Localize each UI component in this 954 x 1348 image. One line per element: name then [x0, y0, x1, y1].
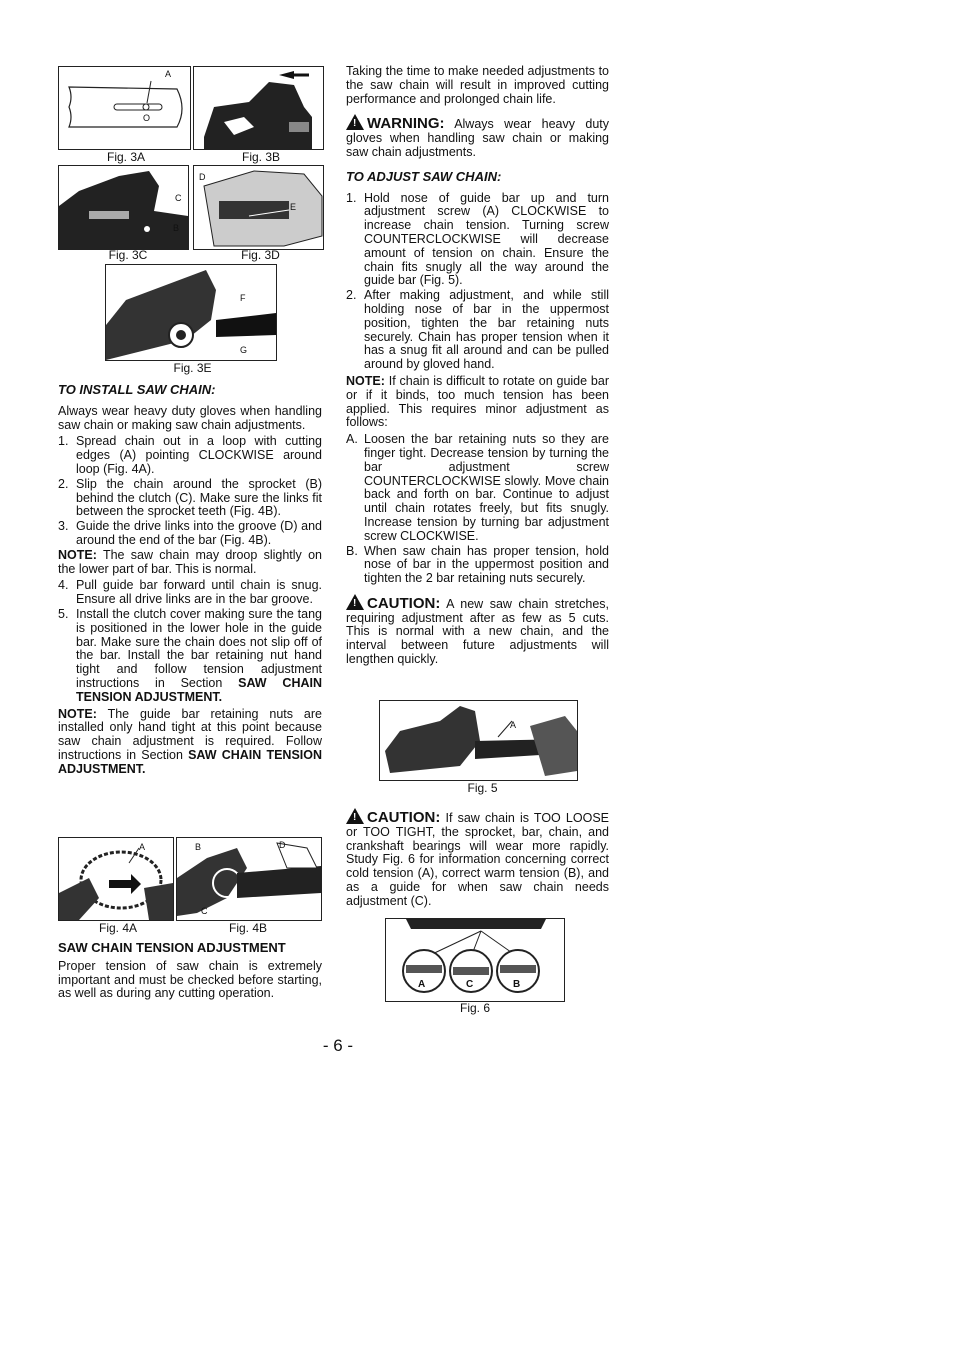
step-number: 4. — [58, 578, 69, 593]
tension-check-drawing — [380, 701, 577, 780]
chainsaw-handle-drawing — [194, 67, 323, 149]
label-c: C — [175, 193, 182, 203]
step-text: Slip the chain around the sprocket (B) behind the clutch (C). Make sure the links fit between the sprocket teeth (Fig. 4B). — [76, 476, 322, 519]
caution-text: A new saw chain stretches, requiring adjustment after as few as 5 cuts. This is normal with a new chain, and the interval between future adjustments will lengthen quickly. — [346, 596, 609, 667]
label-d: D — [199, 172, 206, 182]
step-number: B. — [346, 543, 358, 558]
list-item — [346, 192, 609, 289]
step-number: 3. — [58, 519, 69, 534]
list-item — [58, 579, 322, 607]
note-text: The saw chain may droop slightly on the lower part of bar. This is normal. — [58, 547, 322, 576]
caution-block-1 — [346, 594, 609, 667]
tension-section — [58, 941, 322, 1004]
figure-3a — [58, 66, 191, 150]
label-f: F — [240, 293, 246, 303]
page-number: - 6 - — [322, 1036, 354, 1055]
label-a: A — [139, 842, 146, 852]
caption-fig-6: Fig. 6 — [459, 1001, 490, 1015]
caption-fig-4a: Fig. 4A — [98, 921, 137, 935]
label-c: C — [201, 906, 208, 916]
step-text: Spread chain out in a loop with cutting edges (A) pointing CLOCKWISE around loop (Fig. 4A). — [76, 434, 322, 476]
step-text: Guide the drive links into the groove (D) and around the end of the bar (Fig. 4B). — [76, 519, 322, 547]
label-e: E — [290, 202, 297, 212]
step-text: Hold nose of guide bar up and turn adjustment screw (A) CLOCKWISE to increase chain tension. Turning screw COUNTERCLOCKWISE will decrease amount of tension on chain. Ensure the chain fits snugly all the way around the guide bar (Fig. 5). — [364, 190, 609, 288]
note-label: NOTE: — [58, 547, 97, 562]
note-text: The guide bar retaining nuts are installed only hand tight at this point because saw chain adjustment is required. Follow instructions in Section — [58, 706, 322, 762]
step-number: 5. — [58, 606, 69, 621]
guide-bar-drawing — [59, 67, 190, 149]
warning-text: Always wear heavy duty gloves when handling saw chain or making saw chain adjustments. — [346, 117, 609, 159]
install-heading: TO INSTALL SAW CHAIN: — [58, 382, 216, 397]
caption-fig-3a: Fig. 3A — [106, 150, 145, 164]
label-b: B — [195, 842, 202, 852]
list-item — [346, 289, 609, 372]
step-text: When saw chain has proper tension, hold nose of bar in the uppermost position and tighten the 2 bar retaining nuts securely. — [364, 543, 609, 586]
caution-block-2 — [346, 808, 609, 909]
warning-block — [346, 114, 609, 159]
bar-mounting-drawing — [194, 166, 323, 249]
section-reference: SAW CHAIN TENSION ADJUSTMENT. — [58, 747, 323, 776]
figure-3d — [193, 165, 324, 250]
install-note-2 — [58, 708, 322, 777]
figure-3e — [105, 264, 277, 361]
step-text: Pull guide bar forward until chain is snug. Ensure all drive links are in the bar groove. — [76, 578, 322, 607]
caption-fig-3e: Fig. 3E — [173, 361, 212, 375]
label-b: B — [173, 223, 180, 233]
label-a: A — [510, 720, 517, 730]
step-number: 2. — [58, 476, 69, 491]
list-item — [58, 478, 322, 519]
list-item — [58, 435, 322, 476]
chain-tension-circles-drawing — [386, 919, 564, 1001]
adjust-intro: Taking the time to make needed adjustments to the saw chain will result in improved cutting performance and prolonged chain life. — [346, 64, 609, 106]
label-d: D — [279, 840, 286, 850]
adjust-note — [346, 375, 609, 430]
tension-text: Proper tension of saw chain is extremely important and must be checked before starting, as well as during any cutting operation. — [58, 958, 322, 1001]
step-text: Install the clutch cover making sure the tang is positioned in the lower hole in the guide bar. Make sure the chain does not slip off of the bar. Install the bar retaining nut hand tight and follow tension adjustment instructions in Section — [76, 606, 322, 690]
caution-word: CAUTION: — [367, 594, 441, 612]
label-o: O — [143, 113, 151, 123]
caption-fig-3c: Fig. 3C — [108, 248, 148, 262]
chain-loop-drawing — [59, 838, 173, 920]
install-steps — [58, 435, 322, 547]
label-g: G — [240, 345, 248, 355]
right-column-text — [346, 65, 609, 670]
left-column-text — [58, 383, 322, 780]
label-c: C — [466, 979, 474, 990]
step-number: 2. — [346, 288, 357, 303]
list-item — [346, 545, 609, 586]
warning-icon — [346, 808, 364, 824]
caution-word: CAUTION: — [367, 809, 441, 826]
list-item — [58, 520, 322, 548]
install-note-1 — [58, 549, 322, 577]
sprocket-drawing — [106, 265, 276, 360]
list-item — [346, 433, 609, 543]
adjust-heading: TO ADJUST SAW CHAIN: — [346, 168, 502, 184]
figure-3c — [58, 165, 189, 250]
section-reference: SAW CHAIN TENSION ADJUSTMENT. — [76, 675, 323, 704]
figure-4b — [176, 837, 322, 921]
tension-heading: SAW CHAIN TENSION ADJUSTMENT — [58, 940, 286, 955]
step-number: 1. — [346, 190, 357, 205]
figure-6 — [385, 918, 565, 1002]
label-b: B — [513, 979, 521, 990]
clutch-cover-drawing — [59, 166, 188, 249]
caution-section-2 — [346, 808, 609, 912]
install-intro: Always wear heavy duty gloves when handling saw chain or making saw chain adjustments. — [58, 403, 322, 432]
note-text: If chain is difficult to rotate on guide bar or if it binds, too much tension has been applied. This requires minor adjustment as follows: — [346, 373, 609, 430]
warning-icon — [346, 114, 364, 130]
step-number: A. — [346, 432, 358, 447]
label-a: A — [165, 69, 172, 79]
warning-icon — [346, 594, 364, 610]
caption-fig-4b: Fig. 4B — [228, 921, 267, 935]
figure-3b — [193, 66, 324, 150]
figure-4a — [58, 837, 174, 921]
warning-word: WARNING: — [367, 115, 445, 133]
list-item — [58, 608, 322, 705]
caution-text: If saw chain is TOO LOOSE or TOO TIGHT, the sprocket, bar, chain, and crankshaft bearings will wear more rapidly. Study Fig. 6 for information concerning correct cold tension (A), correct warm tension (B), and as a guide for when saw chain needs adjustment (C). — [346, 811, 609, 908]
label-a: A — [418, 979, 426, 990]
step-number: 1. — [58, 434, 69, 449]
caption-fig-3b: Fig. 3B — [241, 150, 280, 164]
note-label: NOTE: — [346, 373, 385, 388]
figure-5 — [379, 700, 578, 781]
step-text: After making adjustment, and while still holding nose of bar in the uppermost position, tighten the bar retaining nuts securely. Chain has proper tension when it has a snug fit all around and can be pulled around by gloved hand. — [364, 288, 609, 372]
note-label: NOTE: — [58, 706, 97, 721]
caption-fig-3d: Fig. 3D — [241, 248, 280, 262]
caption-fig-5: Fig. 5 — [467, 781, 498, 795]
step-text: Loosen the bar retaining nuts so they are finger tight. Decrease tension by turning the bar adjustment screw COUNTERCLOCKWISE slowly. Move chain back and forth on bar. Continue to adjust until chain rotates freely, but fits snugly. Increase tension by turning bar adjustment screw CLOCKWISE. — [364, 432, 609, 543]
